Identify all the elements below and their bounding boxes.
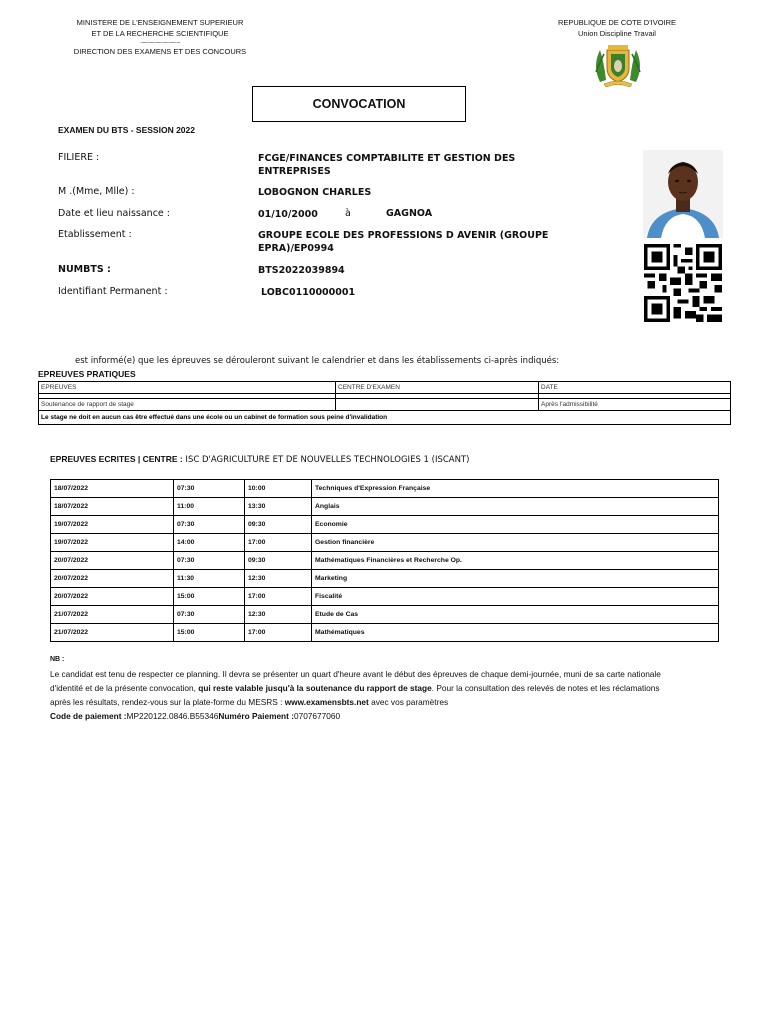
payment-number-label: Numéro Paiement : [218,711,294,721]
col-centre: CENTRE D'EXAMEN [336,382,539,394]
filiere-line2: ENTREPRISES [258,166,331,177]
document-title: CONVOCATION [252,86,466,122]
practical-title: EPREUVES PRATIQUES [38,369,136,379]
birth-place: GAGNOA [386,208,433,219]
exam-row [51,570,719,588]
exam-start-time: 14:00 [174,534,245,552]
written-table [50,479,719,642]
ministry-header [60,17,260,57]
filiere-label: FILIERE : [58,152,100,163]
exam-end-time: 12:30 [245,606,312,624]
filiere-line1: FCGE/FINANCES COMPTABILITE ET GESTION DES [258,153,516,164]
written-title [50,454,469,465]
payment-code: MP220122.0846.B55346 [126,711,219,721]
exam-start-time: 07:30 [174,480,245,498]
nb-paragraph [50,667,670,723]
exam-start-time: 07:30 [174,516,245,534]
exam-subject: Etude de Cas [312,606,719,624]
exam-row [51,552,719,570]
school-label: Etablissement : [58,229,132,240]
birth-label: Date et lieu naissance : [58,208,170,219]
nb-bold1: qui reste valable jusqu'à la soutenance du rapport de stage [198,683,432,693]
exam-end-time: 17:00 [245,624,312,642]
ministry-dots: .................................. [140,39,180,45]
exam-start-time: 11:00 [174,498,245,516]
nb-text1: Le candidat est tenu de respecter ce planning. Il devra se présenter un quart d'heure avant le début des épreuves de chaque demi-journée, muni de sa carte nationale d'identité et de la présente convocation, [50,669,661,693]
written-centre: ISC D'AGRICULTURE ET DE NOUVELLES TECHNOLOGIES 1 (ISCANT) [182,455,470,465]
exam-end-time: 17:00 [245,534,312,552]
exam-row [51,588,719,606]
exam-start-time: 15:00 [174,624,245,642]
exam-row [51,498,719,516]
birth-date: 01/10/2000 [258,209,318,220]
exam-subject: Mathématiques Financières et Recherche Op. [312,552,719,570]
payment-code-label: Code de paiement : [50,711,127,721]
exam-subject: Mathématiques [312,624,719,642]
ministry-line3: DIRECTION DES EXAMENS ET DES CONCOURS [73,47,247,56]
exam-date: 20/07/2022 [51,588,174,606]
candidate-photo [643,150,723,238]
exam-date: 18/07/2022 [51,498,174,516]
permanent-id-label: Identifiant Permanent : [58,286,168,297]
numbts-label: NUMBTS : [58,264,111,275]
exam-row [51,516,719,534]
practical-centre [336,399,539,411]
qr-code-icon [642,244,724,322]
coat-of-arms-icon [590,42,646,88]
candidate-name: LOBOGNON CHARLES [258,187,372,198]
practical-header-row [39,382,731,394]
exam-date: 19/07/2022 [51,534,174,552]
exam-end-time: 10:00 [245,480,312,498]
exam-subject: Marketing [312,570,719,588]
birth-separator: à [345,208,351,219]
exam-date: 21/07/2022 [51,624,174,642]
exam-subject: Fiscalité [312,588,719,606]
col-epreuves: EPREUVES [39,382,336,394]
exam-date: 18/07/2022 [51,480,174,498]
exam-session: EXAMEN DU BTS - SESSION 2022 [58,125,195,135]
exam-date: 20/07/2022 [51,570,174,588]
exam-subject: Economie [312,516,719,534]
republic-name: REPUBLIQUE DE COTE D'IVOIRE [557,18,677,27]
exam-date: 21/07/2022 [51,606,174,624]
exam-start-time: 11:30 [174,570,245,588]
exam-row [51,624,719,642]
exam-end-time: 12:30 [245,570,312,588]
republic-motto: Union Discipline Travail [578,29,656,38]
exam-end-time: 09:30 [245,552,312,570]
exam-start-time: 15:00 [174,588,245,606]
col-date: DATE [539,382,731,394]
nb-text2: . Pour la consultation des relevés de notes et les réclamations après les résultats, rendez-vous sur la plate-forme du MESRS : [50,683,660,707]
exam-row [51,480,719,498]
practical-table [38,381,731,425]
school-line2: EPRA)/EP0994 [258,243,334,254]
practical-notice-row [39,411,731,425]
school-value [258,229,558,255]
nb-text3: avec vos paramètres [368,697,449,707]
exam-end-time: 09:30 [245,516,312,534]
intro-text: est informé(e) que les épreuves se dérouleront suivant le calendrier et dans les établissements ci-après indiqués: [75,356,560,366]
exam-subject: Anglais [312,498,719,516]
exam-start-time: 07:30 [174,606,245,624]
practical-row [39,399,731,411]
practical-date: Après l'admissibilité [539,399,731,411]
nb-link[interactable]: www.examensbts.net [284,697,369,707]
exam-row [51,606,719,624]
written-title-bold: EPREUVES ECRITES | CENTRE : [50,454,183,464]
nb-title: NB : [50,656,65,663]
numbts-value: BTS2022039894 [258,265,345,276]
exam-date: 19/07/2022 [51,516,174,534]
republic-header [535,17,699,39]
exam-row [51,534,719,552]
exam-date: 20/07/2022 [51,552,174,570]
practical-notice: Le stage ne doit en aucun cas être effectué dans une école ou un cabinet de formation sous peine d'invalidation [39,411,731,425]
filiere-value [258,152,558,178]
ministry-line1: MINISTERE DE L'ENSEIGNEMENT SUPERIEUR [76,18,244,27]
exam-subject: Gestion financière [312,534,719,552]
practical-epreuve: Soutenance de rapport de stage [39,399,336,411]
permanent-id-value: LOBC0110000001 [261,287,356,298]
school-line1: GROUPE ECOLE DES PROFESSIONS D AVENIR (GROUPE [258,230,549,241]
exam-start-time: 07:30 [174,552,245,570]
payment-number: 0707677060 [293,711,341,721]
written-table-body [51,480,719,642]
exam-end-time: 13:30 [245,498,312,516]
name-label: M .(Mme, Mlle) : [58,186,135,197]
ministry-line2: ET DE LA RECHERCHE SCIENTIFIQUE [91,29,229,38]
exam-end-time: 17:00 [245,588,312,606]
exam-subject: Techniques d'Expression Française [312,480,719,498]
